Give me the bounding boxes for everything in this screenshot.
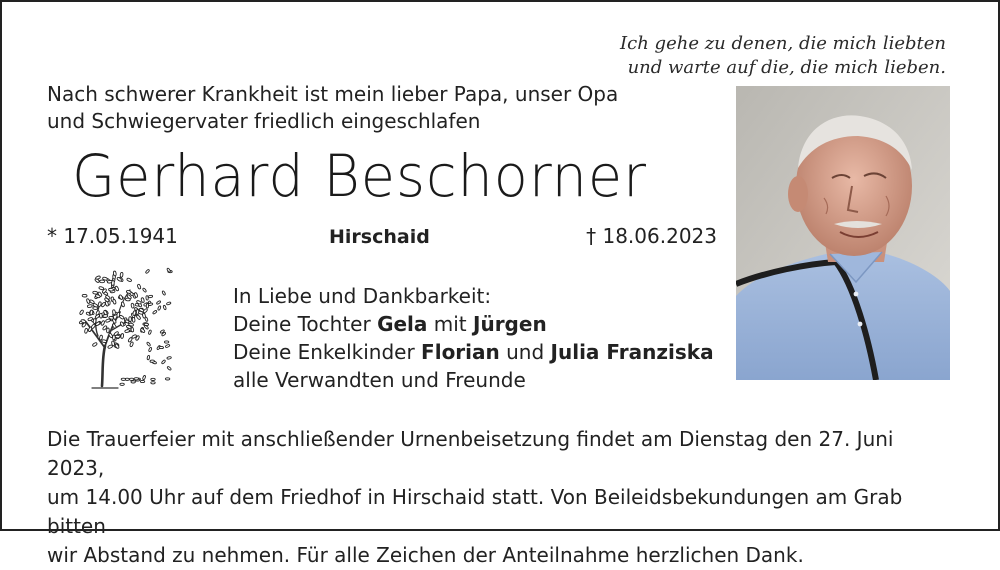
mourners-list — [233, 282, 714, 394]
intro-text — [47, 81, 687, 135]
daughter-connector: mit — [433, 312, 467, 336]
place-name: Hirschaid — [329, 226, 430, 248]
daughter-name: Gela — [377, 312, 428, 336]
daughter-prefix: Deine Tochter — [233, 312, 371, 336]
grandchildren-connector: und — [506, 340, 545, 364]
birth-date: * 17.05.1941 — [47, 224, 178, 248]
mourners-heading: In Liebe und Dankbarkeit: — [233, 284, 492, 308]
quote — [620, 32, 946, 80]
quote-line-1: Ich gehe zu denen, die mich liebten — [620, 33, 946, 54]
grandchildren-prefix: Deine Enkelkinder — [233, 340, 415, 364]
mourners-line-daughter — [233, 310, 714, 338]
grandchild-name-1: Florian — [421, 340, 500, 364]
ceremony-line-2: um 14.00 Uhr auf dem Friedhof in Hirschaid statt. Von Beileidsbekundungen am Grab bitten — [47, 485, 903, 538]
deceased-name: Gerhard Beschorner — [72, 142, 648, 210]
ceremony-info — [47, 425, 957, 570]
grandchild-name-2: Julia Franziska — [550, 340, 714, 364]
mourners-line-relatives: alle Verwandten und Freunde — [233, 368, 526, 392]
intro-line-2: und Schwiegervater friedlich eingeschlafen — [47, 109, 481, 133]
intro-line-1: Nach schwerer Krankheit ist mein lieber Papa, unser Opa — [47, 82, 619, 106]
death-date: † 18.06.2023 — [586, 224, 717, 248]
tree-with-falling-leaves-icon — [74, 260, 174, 395]
life-dates — [47, 224, 717, 250]
mourners-line-grandchildren — [233, 338, 714, 366]
son-in-law-name: Jürgen — [473, 312, 547, 336]
ceremony-line-1: Die Trauerfeier mit anschließender Urnenbeisetzung findet am Dienstag den 27. Juni 2023, — [47, 427, 894, 480]
portrait-photo — [736, 86, 950, 380]
ceremony-line-3: wir Abstand zu nehmen. Für alle Zeichen der Anteilnahme herzlichen Dank. — [47, 543, 804, 567]
quote-line-2: und warte auf die, die mich lieben. — [627, 57, 946, 78]
